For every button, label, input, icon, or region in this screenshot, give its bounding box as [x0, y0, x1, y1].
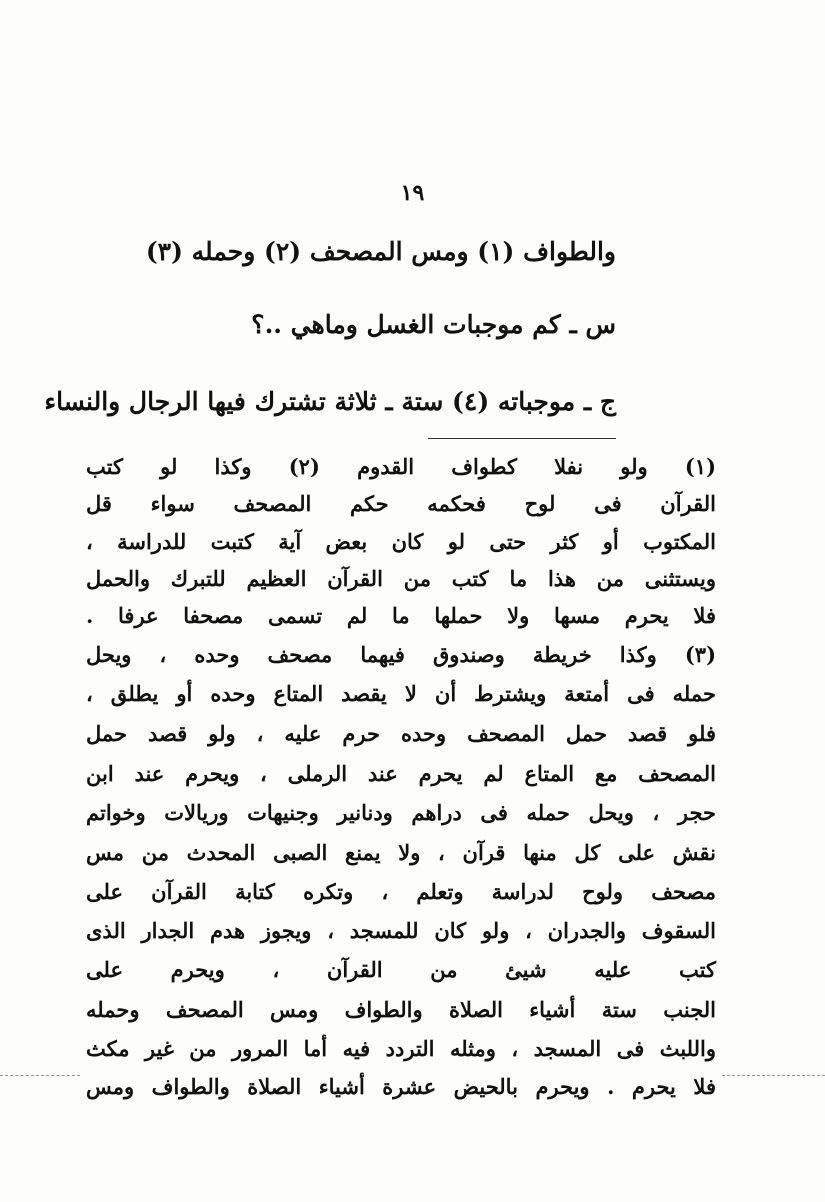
footnote-line: فلو قصد حمل المصحف وحده حرم عليه ، ولو قصد حمل — [86, 721, 716, 746]
scan-edge-right — [722, 1075, 825, 1076]
scan-edge-left — [0, 1075, 80, 1076]
footnote-line: كتب عليه شيئ من القرآن ، ويحرم على — [86, 957, 716, 982]
footnote-line: المصحف مع المتاع لم يحرم عند الرملى ، ويحرم عند ابن — [86, 761, 716, 786]
footnote-line: القرآن فى لوح فحكمه حكم المصحف سواء قل — [86, 491, 716, 516]
footnote-line: حمله فى أمتعة ويشترط أن لا يقصد المتاع وحده أو يطلق ، — [86, 681, 716, 706]
footnote-line: مصحف ولوح لدراسة وتعلم ، وتكره كتابة القرآن على — [86, 879, 716, 904]
footnote-line: واللبث فى المسجد ، ومثله التردد فيه أما المرور من غير مكث — [86, 1036, 716, 1061]
page-number: ١٩ — [400, 180, 425, 206]
footnote-line: (٣) وكذا خريطة وصندوق فيهما مصحف وحده ، ويحل — [86, 642, 716, 667]
footnote-line: نقش على كل منها قرآن ، ولا يمنع الصبى المحدث من مس — [86, 840, 716, 865]
answer-line: ج ـ موجباته (٤) ستة ـ ثلاثة تشترك فيها الرجال والنساء — [44, 387, 616, 416]
footnote-line: فلا يحرم . ويحرم بالحيض عشرة أشياء الصلاة والطواف ومس — [86, 1074, 716, 1099]
footnote-line: المكتوب أو كثر حتى لو كان بعض آية كتبت للدراسة ، — [86, 529, 716, 554]
footnote-line: الجنب ستة أشياء الصلاة والطواف ومس المصحف وحمله — [86, 997, 716, 1022]
footnote-divider — [428, 438, 616, 439]
footnote-line: حجر ، ويحل حمله فى دراهم ودنانير وجنيهات وريالات وخواتم — [86, 800, 716, 825]
footnote-line: ويستثنى من هذا ما كتب من القرآن العظيم للتبرك والحمل — [86, 566, 716, 591]
footnote-line: فلا يحرم مسها ولا حملها ما لم تسمى مصحفا عرفا . — [86, 603, 716, 628]
footnote-line: (١) ولو نفلا كطواف القدوم (٢) وكذا لو كتب — [86, 454, 716, 479]
footnote-line: السقوف والجدران ، ولو كان للمسجد ، ويجوز هدم الجدار الذى — [86, 918, 717, 943]
main-line: والطواف (١) ومس المصحف (٢) وحمله (٣) — [145, 237, 616, 266]
question-line: س ـ كم موجبات الغسل وماهي ..؟ — [251, 310, 616, 339]
